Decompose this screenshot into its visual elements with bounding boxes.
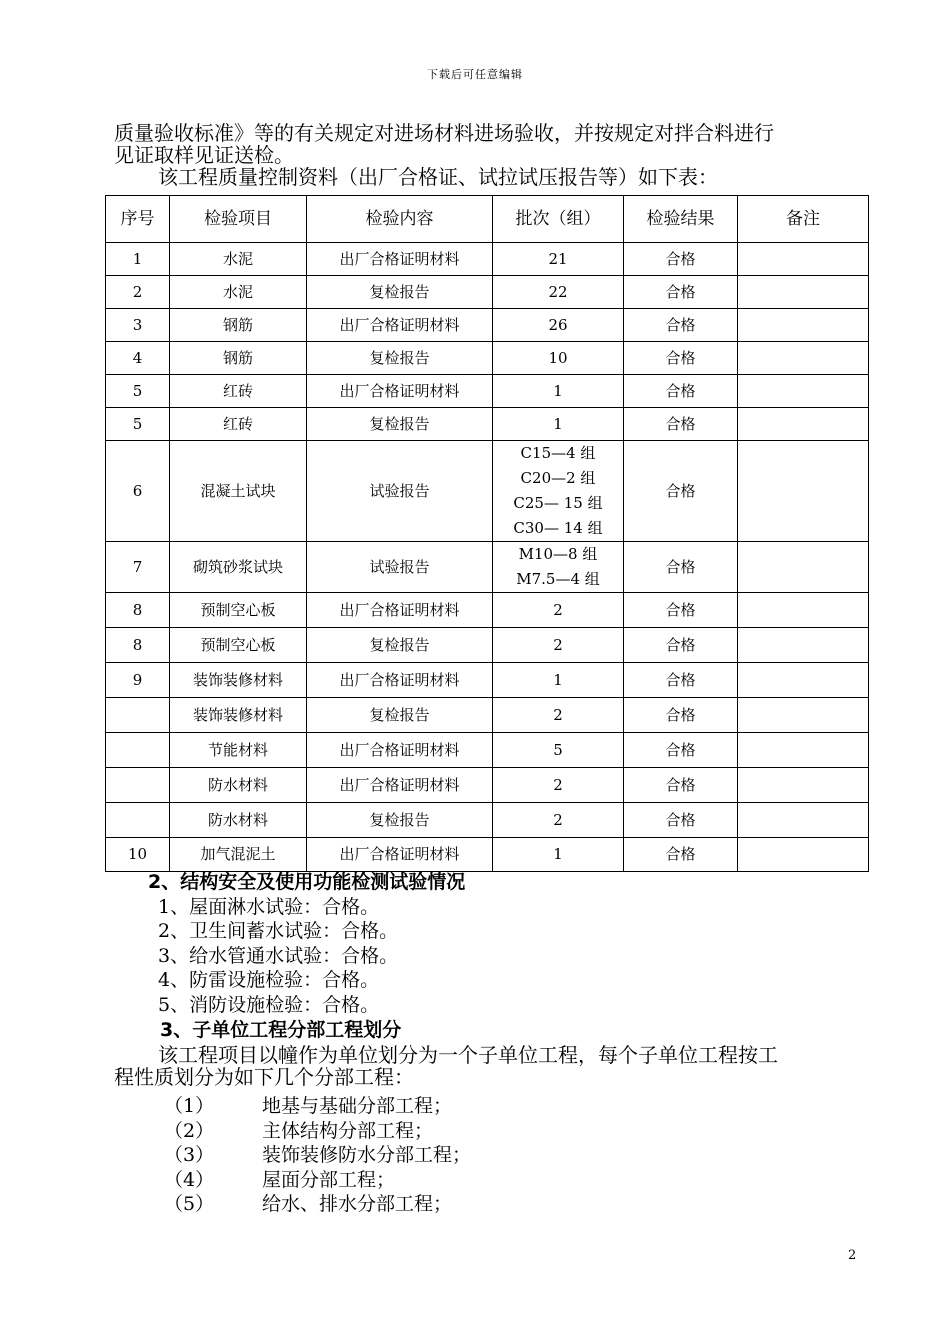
header-content: 检验内容 <box>307 196 493 243</box>
cell-item: 装饰装修材料 <box>170 663 307 698</box>
batch-line: 22 <box>548 282 568 301</box>
cell-no: 6 <box>106 441 170 542</box>
table-row <box>106 768 869 803</box>
section-3-line-1: 该工程项目以幢作为单位划分为一个子单位工程，每个子单位工程按工 <box>158 1043 778 1067</box>
cell-no: 10 <box>106 838 170 872</box>
cell-result: 合格 <box>624 593 738 628</box>
cell-item: 混凝土试块 <box>170 441 307 542</box>
cell-no: 8 <box>106 593 170 628</box>
cell-note <box>738 733 869 768</box>
table-row <box>106 542 869 593</box>
cell-content: 复检报告 <box>307 408 493 441</box>
table-row <box>106 593 869 628</box>
table-row <box>106 628 869 663</box>
batch-line: 2 <box>553 775 563 794</box>
batch-line: 1 <box>553 670 563 689</box>
cell-result: 合格 <box>624 375 738 408</box>
batch-line: 26 <box>548 315 568 334</box>
cell-result: 合格 <box>624 342 738 375</box>
header-note: 备注 <box>738 196 869 243</box>
cell-content: 复检报告 <box>307 628 493 663</box>
sub-item <box>164 1143 471 1167</box>
header-no: 序号 <box>106 196 170 243</box>
sub-item-text: 主体结构分部工程； <box>262 1120 434 1142</box>
intro-line-3: 该工程质量控制资料（出厂合格证、试拉试压报告等）如下表： <box>158 165 718 189</box>
sub-item <box>164 1168 395 1192</box>
batch-line: C25— 15 组 <box>513 494 603 512</box>
batch-line: 2 <box>553 600 563 619</box>
cell-no <box>106 733 170 768</box>
cell-batch <box>493 309 624 342</box>
cell-result: 合格 <box>624 733 738 768</box>
quality-control-table <box>105 195 869 872</box>
cell-no: 9 <box>106 663 170 698</box>
cell-item: 钢筋 <box>170 342 307 375</box>
cell-result: 合格 <box>624 838 738 872</box>
cell-content: 复检报告 <box>307 276 493 309</box>
batch-line: M7.5—4 组 <box>516 570 600 588</box>
cell-batch <box>493 342 624 375</box>
cell-item: 防水材料 <box>170 768 307 803</box>
sub-item-number: （2） <box>164 1120 215 1142</box>
cell-result: 合格 <box>624 698 738 733</box>
cell-result: 合格 <box>624 542 738 593</box>
cell-no <box>106 803 170 838</box>
cell-content: 出厂合格证明材料 <box>307 375 493 408</box>
intro-line-1: 质量验收标准》等的有关规定对进场材料进场验收，并按规定对拌合料进行 <box>114 121 774 145</box>
cell-result: 合格 <box>624 628 738 663</box>
intro-line-2: 见证取样见证送检。 <box>114 143 294 167</box>
cell-item: 红砖 <box>170 375 307 408</box>
section-2-item: 4、防雷设施检验：合格。 <box>158 969 380 991</box>
batch-line: 2 <box>553 705 563 724</box>
section-3-title: 3、子单位工程分部工程划分 <box>160 1019 402 1041</box>
section-2-item: 5、消防设施检验：合格。 <box>158 994 380 1016</box>
cell-content: 出厂合格证明材料 <box>307 768 493 803</box>
cell-content: 出厂合格证明材料 <box>307 243 493 276</box>
cell-note <box>738 768 869 803</box>
batch-line: 1 <box>553 381 563 400</box>
batch-line: C30— 14 组 <box>513 519 603 537</box>
section-3-paragraph <box>114 1044 860 1088</box>
batch-line: C15—4 组 <box>520 444 596 462</box>
cell-item: 节能材料 <box>170 733 307 768</box>
sub-item <box>164 1192 452 1216</box>
cell-no: 2 <box>106 276 170 309</box>
cell-batch <box>493 542 624 593</box>
cell-note <box>738 593 869 628</box>
cell-no <box>106 768 170 803</box>
cell-batch <box>493 733 624 768</box>
cell-batch <box>493 663 624 698</box>
section-2-item: 3、给水管通水试验：合格。 <box>158 945 399 967</box>
cell-note <box>738 663 869 698</box>
cell-no: 1 <box>106 243 170 276</box>
cell-batch <box>493 375 624 408</box>
cell-batch <box>493 628 624 663</box>
table-row <box>106 342 869 375</box>
cell-content: 出厂合格证明材料 <box>307 733 493 768</box>
sub-item-text: 装饰装修防水分部工程； <box>262 1144 472 1166</box>
cell-result: 合格 <box>624 276 738 309</box>
cell-no <box>106 698 170 733</box>
table-row <box>106 733 869 768</box>
cell-note <box>738 542 869 593</box>
cell-note <box>738 408 869 441</box>
cell-batch <box>493 276 624 309</box>
header-batch: 批次（组） <box>493 196 624 243</box>
batch-line: 1 <box>553 845 563 863</box>
cell-content: 出厂合格证明材料 <box>307 593 493 628</box>
cell-content: 试验报告 <box>307 441 493 542</box>
table-row <box>106 408 869 441</box>
cell-item: 水泥 <box>170 276 307 309</box>
cell-result: 合格 <box>624 663 738 698</box>
header-item: 检验项目 <box>170 196 307 243</box>
table-row <box>106 838 869 872</box>
cell-content: 出厂合格证明材料 <box>307 309 493 342</box>
sub-item <box>164 1094 452 1118</box>
cell-no: 5 <box>106 408 170 441</box>
cell-note <box>738 342 869 375</box>
cell-item: 装饰装修材料 <box>170 698 307 733</box>
header-result: 检验结果 <box>624 196 738 243</box>
table-row <box>106 441 869 542</box>
page-number: 2 <box>848 1248 857 1263</box>
table-row <box>106 243 869 276</box>
cell-item: 加气混泥土 <box>170 838 307 872</box>
batch-line: 2 <box>553 810 563 829</box>
cell-content: 试验报告 <box>307 542 493 593</box>
sub-item-text: 给水、排水分部工程； <box>262 1193 453 1215</box>
cell-content: 出厂合格证明材料 <box>307 838 493 872</box>
section-3-line-2: 程性质划分为如下几个分部工程： <box>114 1065 414 1089</box>
cell-item: 红砖 <box>170 408 307 441</box>
cell-content: 复检报告 <box>307 698 493 733</box>
cell-no: 8 <box>106 628 170 663</box>
cell-item: 水泥 <box>170 243 307 276</box>
sub-item-text: 屋面分部工程； <box>262 1169 396 1191</box>
cell-item: 防水材料 <box>170 803 307 838</box>
cell-note <box>738 375 869 408</box>
cell-note <box>738 276 869 309</box>
cell-note <box>738 243 869 276</box>
cell-note <box>738 628 869 663</box>
sub-item <box>164 1119 433 1143</box>
cell-result: 合格 <box>624 768 738 803</box>
cell-result: 合格 <box>624 309 738 342</box>
sub-item-number: （3） <box>164 1144 215 1166</box>
cell-note <box>738 803 869 838</box>
section-2-item: 2、卫生间蓄水试验：合格。 <box>158 920 399 942</box>
sub-item-number: （1） <box>164 1095 215 1117</box>
table-row <box>106 276 869 309</box>
table-row <box>106 309 869 342</box>
table-header-row <box>106 196 869 243</box>
cell-result: 合格 <box>624 408 738 441</box>
table-row <box>106 803 869 838</box>
page-header: 下载后可任意编辑 <box>427 68 523 81</box>
cell-content: 复检报告 <box>307 342 493 375</box>
cell-batch <box>493 768 624 803</box>
section-2-item: 1、屋面淋水试验：合格。 <box>158 896 380 918</box>
cell-batch <box>493 441 624 542</box>
cell-note <box>738 838 869 872</box>
cell-result: 合格 <box>624 243 738 276</box>
batch-line: 2 <box>553 635 563 654</box>
table-row <box>106 375 869 408</box>
cell-batch <box>493 698 624 733</box>
cell-result: 合格 <box>624 803 738 838</box>
cell-note <box>738 441 869 542</box>
cell-content: 出厂合格证明材料 <box>307 663 493 698</box>
sub-item-number: （4） <box>164 1169 215 1191</box>
sub-item-text: 地基与基础分部工程； <box>262 1095 453 1117</box>
table-row <box>106 698 869 733</box>
cell-item: 预制空心板 <box>170 593 307 628</box>
cell-batch <box>493 408 624 441</box>
cell-result: 合格 <box>624 441 738 542</box>
cell-batch <box>493 838 624 872</box>
table-row <box>106 663 869 698</box>
batch-line: 21 <box>548 249 568 268</box>
sub-item-number: （5） <box>164 1193 215 1215</box>
cell-no: 5 <box>106 375 170 408</box>
cell-item: 砌筑砂浆试块 <box>170 542 307 593</box>
cell-no: 4 <box>106 342 170 375</box>
section-2-title: 2、结构安全及使用功能检测试验情况 <box>148 871 466 893</box>
cell-batch <box>493 803 624 838</box>
cell-batch <box>493 243 624 276</box>
intro-paragraph <box>114 122 860 188</box>
batch-line: C20—2 组 <box>520 469 596 487</box>
cell-content: 复检报告 <box>307 803 493 838</box>
cell-batch <box>493 593 624 628</box>
batch-line: M10—8 组 <box>518 545 598 563</box>
batch-line: 1 <box>553 414 563 433</box>
cell-item: 预制空心板 <box>170 628 307 663</box>
batch-line: 5 <box>553 740 563 759</box>
cell-no: 3 <box>106 309 170 342</box>
cell-note <box>738 309 869 342</box>
batch-line: 10 <box>548 348 568 367</box>
cell-no: 7 <box>106 542 170 593</box>
cell-item: 钢筋 <box>170 309 307 342</box>
cell-note <box>738 698 869 733</box>
